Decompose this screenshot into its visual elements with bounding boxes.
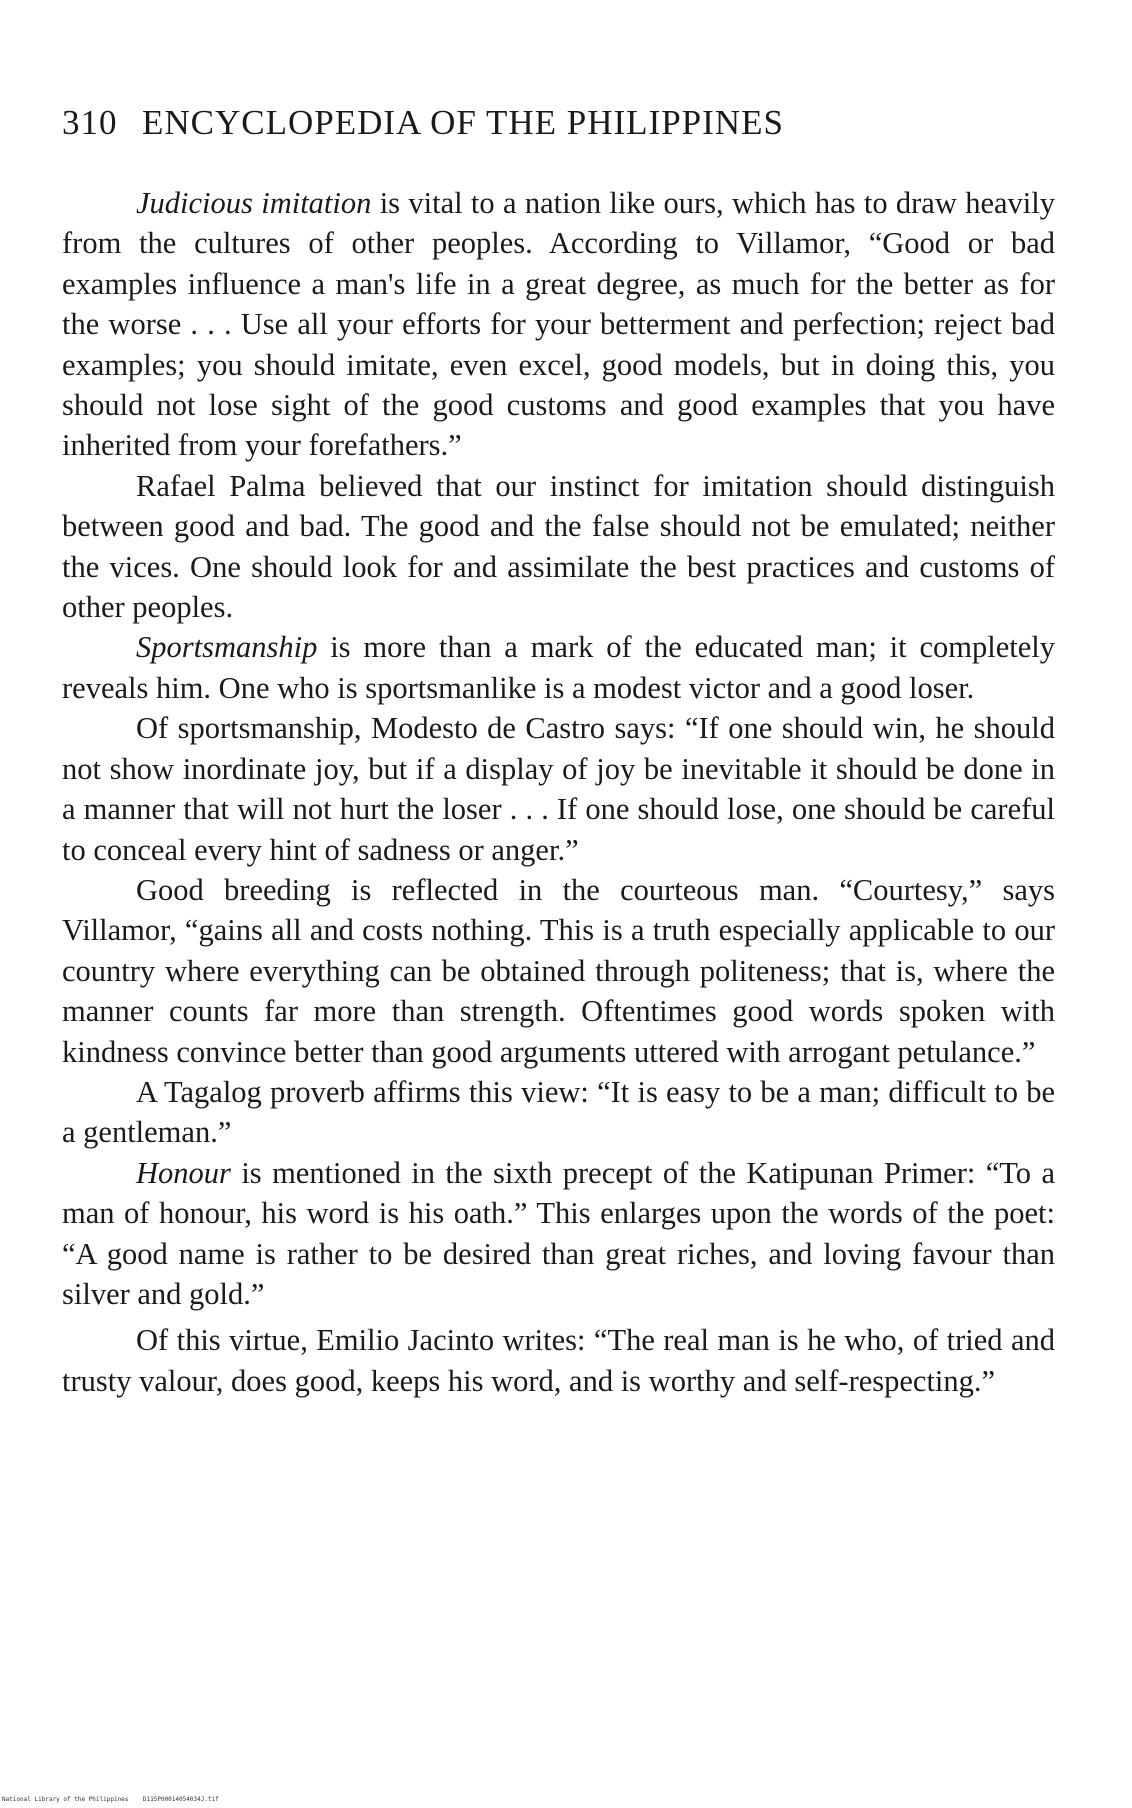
paragraph-rafael-palma: Rafael Palma believed that our instinct for imitation should distinguish between good and bad. The good and the false should not be emulated; neither the vices. One should look for and assimilate the best practices and customs of other peoples. [62,468,1055,625]
body-text [62,183,1055,1401]
scan-footer [2,1796,219,1803]
running-header [62,103,1062,143]
paragraph-emilio-jacinto: Of this virtue, Emilio Jacinto writes: “The real man is he who, of tried and trusty valour, does good, keeps his word, and is worthy and self-respecting.” [62,1323,1055,1398]
paragraph-tagalog-proverb: A Tagalog proverb affirms this view: “It is easy to be a man; difficult to be a gentleman.” [62,1074,1055,1150]
paragraph-judicious-imitation: Judicious imitation is vital to a nation like ours, which has to draw heavily from the cultures of other peoples. According to Villamor, “Good or bad examples influence a man's life in a great degree, as much for the better as for the worse . . . Use all your efforts for your betterment and perfection; reject bad examples; you should imitate, even excel, good models, but in doing this, you should not lose sight of the good customs and good examples that you have inherited from your forefathers.” [62,186,1055,463]
paragraph-sportsmanship: Sportsmanship is more than a mark of the educated man; it completely reveals him. One who is sportsmanlike is a modest victor and a good loser. [62,630,1055,705]
book-title: ENCYCLOPEDIA OF THE PHILIPPINES [142,103,784,142]
paragraph-modesto-de-castro: Of sportsmanship, Modesto de Castro says: “If one should win, he should not show inordinate joy, but if a display of joy be inevitable it should be done in a manner that will not hurt the loser . . . If one should lose, one should be careful to conceal every hint of sadness or anger.” [62,711,1055,867]
footer-source: National Library of the Philippines [2,1796,129,1803]
page-number: 310 [62,103,118,142]
term-honour: Honour [136,1155,231,1190]
term-judicious-imitation: Judicious imitation [136,186,372,220]
term-sportsmanship: Sportsmanship [136,630,318,665]
paragraph-good-breeding: Good breeding is reflected in the courteous man. “Courtesy,” says Villamor, “gains all and costs nothing. This is a truth especially applicable to our country where everything can be obtained through politeness; that is, where the manner counts far more than strength. Oftentimes good words spoken with kindness convince better than good arguments uttered with arrogant petulance.” [62,872,1055,1069]
paragraph-honour: Honour is mentioned in the sixth precept of the Katipunan Primer: “To a man of honour, his word is his oath.” This enlarges upon the words of the poet: “A good name is rather to be desired than great riches, and loving favour than silver and gold.” [62,1155,1055,1311]
footer-file: D11SP00014054034J.tif [142,1796,219,1803]
